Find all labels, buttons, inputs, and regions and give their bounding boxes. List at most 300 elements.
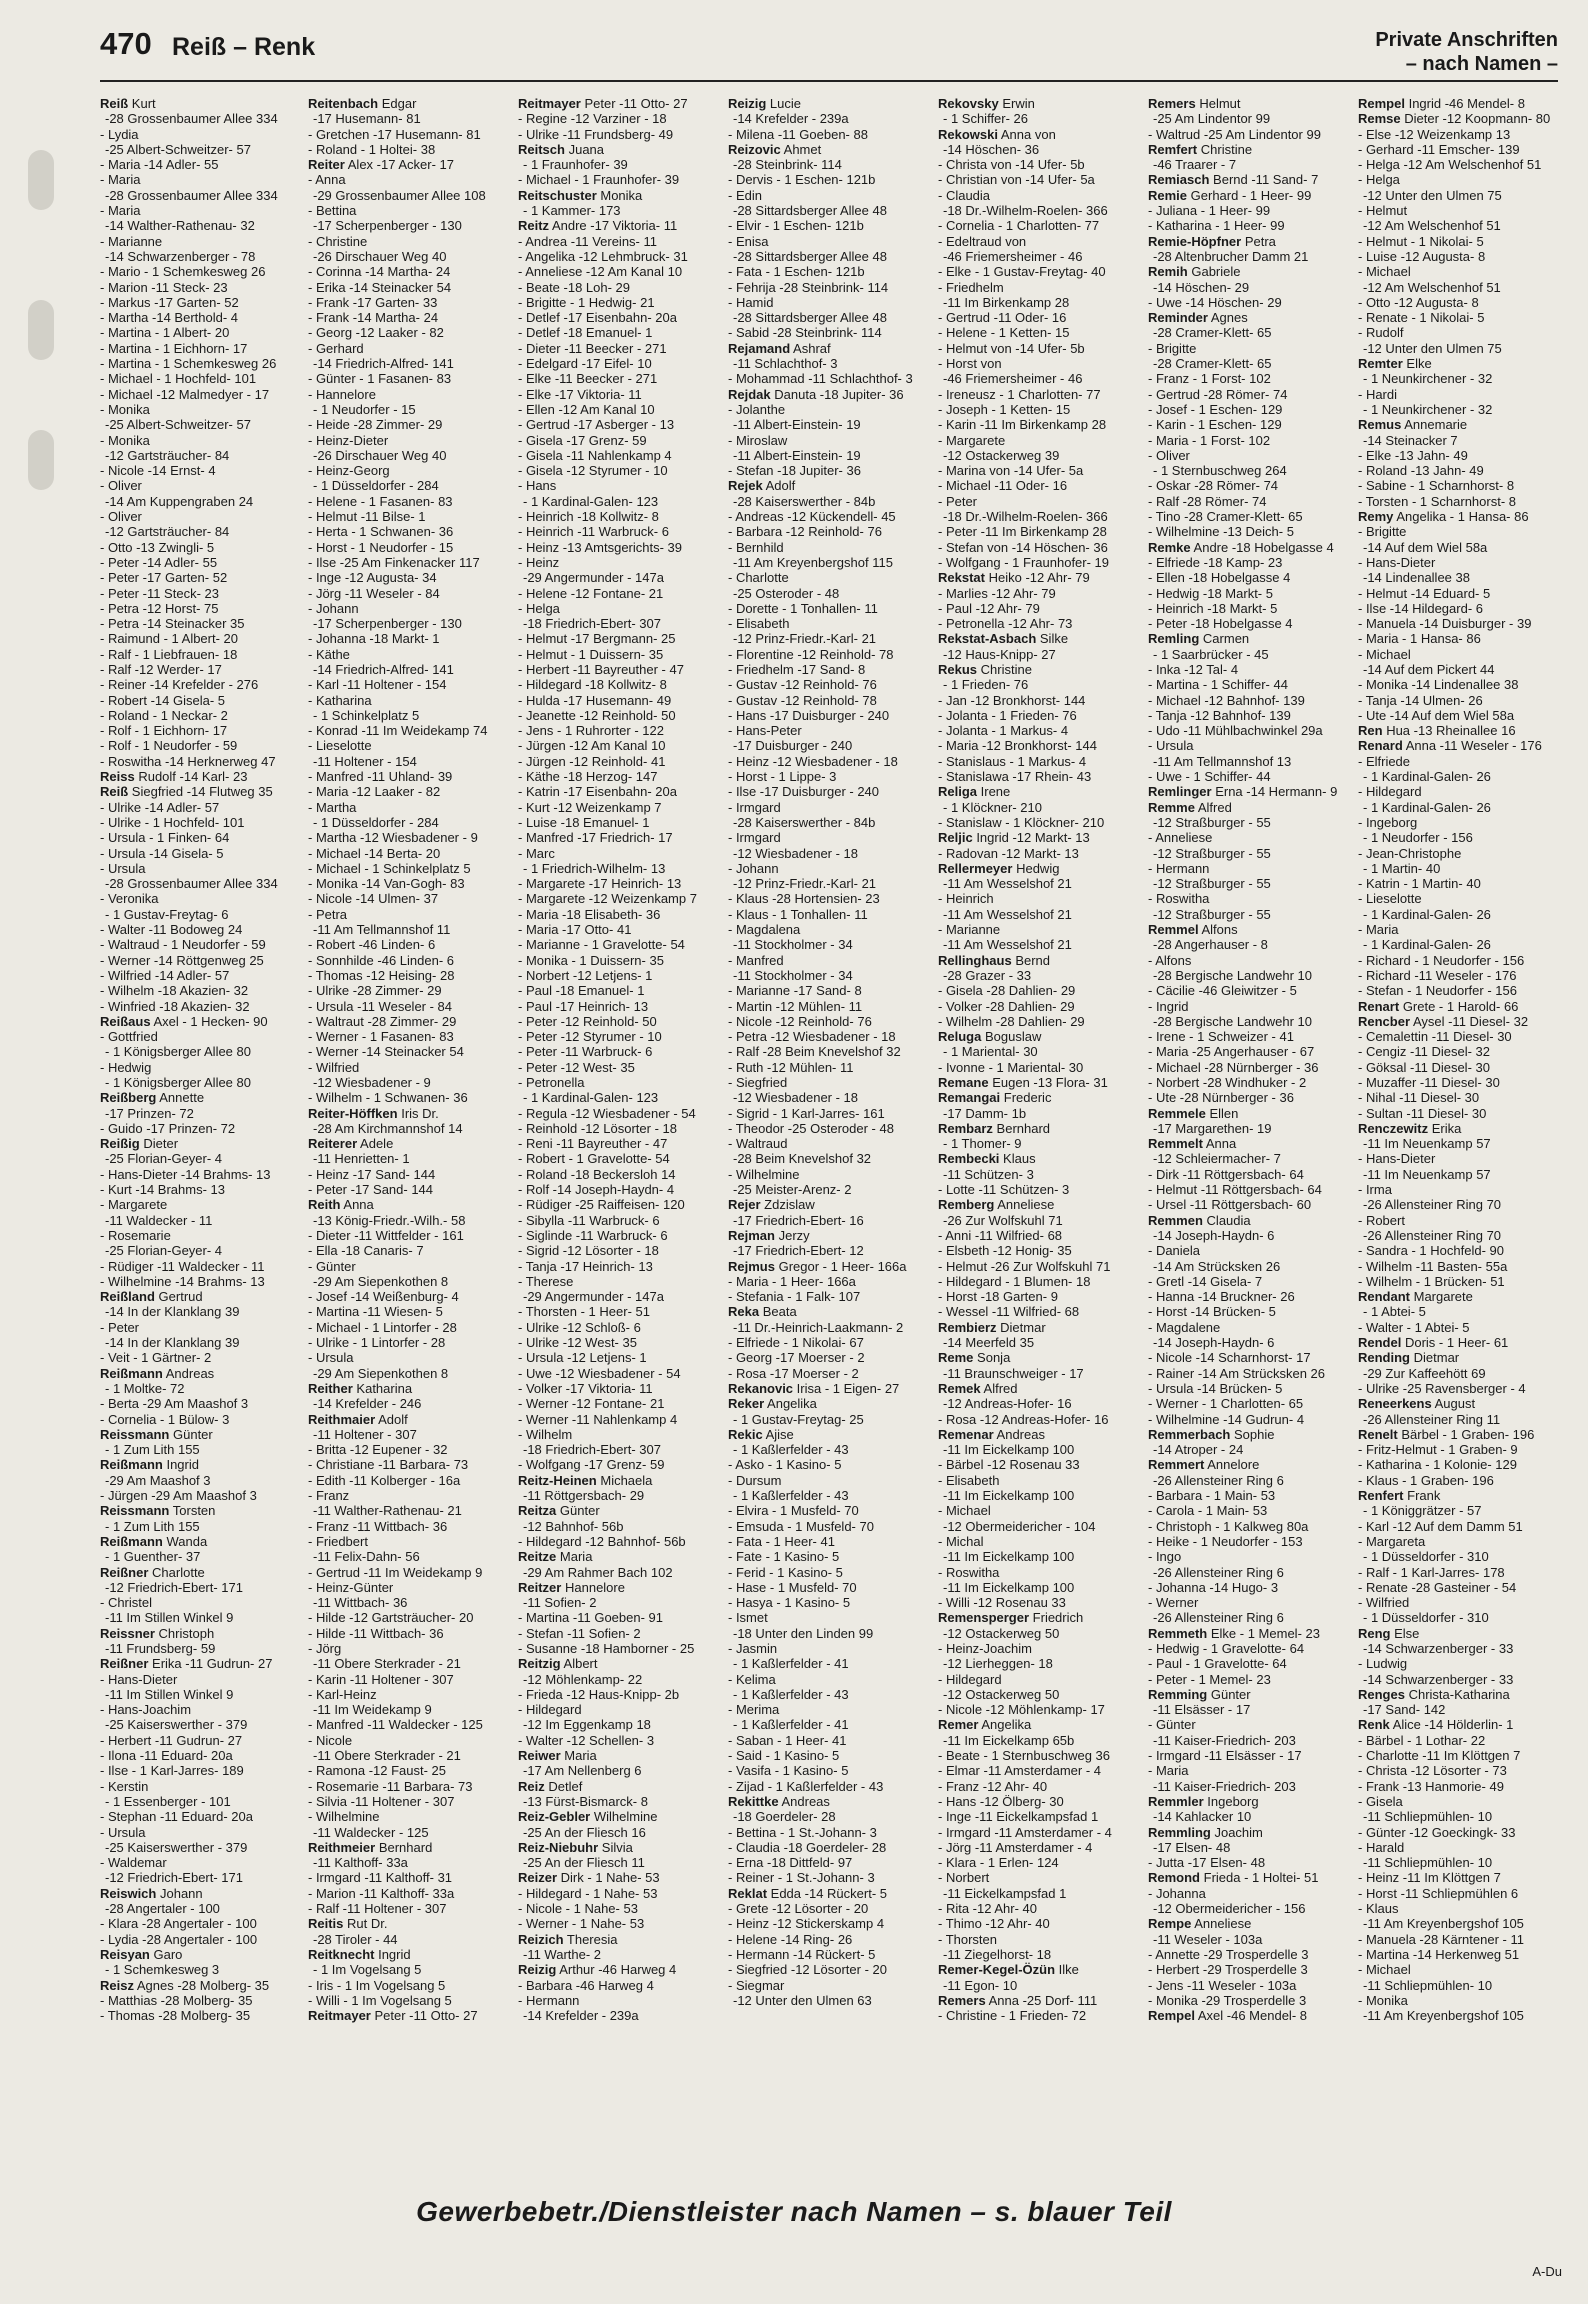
listing-line: - Angelika -12 Lehmbruck- 31: [518, 248, 688, 264]
entry-detail: Johann: [159, 1885, 203, 1901]
surname-entry: [728, 387, 933, 402]
listing-line: - Wilfried: [308, 1059, 360, 1075]
listing-line: - Karl-Heinz: [308, 1686, 377, 1702]
listing-line: - Maria -17 Otto- 41: [518, 922, 632, 938]
listing-line: - Sibylla -11 Warbruck- 6: [518, 1212, 660, 1228]
surname-entry: [518, 1549, 723, 1564]
listing-line: - Ludwig: [1358, 1656, 1408, 1672]
entry-detail: Annelore: [1207, 1457, 1260, 1473]
listing-line: - Inge -12 Augusta- 34: [308, 570, 437, 586]
listing-line: -28 Sittardsberger Allee 48: [733, 248, 887, 264]
listing-line: - Georg -12 Laaker - 82: [308, 325, 444, 341]
listing-line: - Irmgard -11 Elsässer - 17: [1148, 1748, 1302, 1764]
listing-line: - Markus -17 Garten- 52: [100, 294, 239, 310]
entry-detail: Edgar: [381, 96, 417, 111]
surname: Reiß: [100, 96, 129, 111]
listing-column-1: [100, 96, 305, 2186]
listing-line: - Käthe: [308, 646, 350, 662]
surname-entry: [518, 1580, 723, 1595]
listing-line: -11 Am Kreyenbergshof 105: [1363, 2008, 1524, 2024]
listing-line: - Oskar -28 Römer- 74: [1148, 478, 1279, 494]
listing-line: - Reinhold -12 Lösorter - 18: [518, 1120, 677, 1136]
listing-line: - Werner - 1 Charlotten- 65: [1148, 1396, 1304, 1412]
listing-line: - Lotte -11 Schützen- 3: [938, 1182, 1070, 1198]
listing-line: - Peter -11 Warbruck- 6: [518, 1044, 653, 1060]
listing-line: - Barbara - 1 Main- 53: [1148, 1488, 1276, 1504]
surname-entry: [518, 1840, 723, 1855]
listing-line: - Friedhelm: [938, 279, 1004, 295]
listing-line: -11 Am Tellmannshof 11: [313, 922, 451, 938]
entry-detail: Andreas: [165, 1365, 215, 1381]
listing-line: - Gisela: [1358, 1793, 1403, 1809]
entry-detail: Christine: [980, 661, 1032, 677]
listing-line: -11 Ziegelhorst- 18: [943, 1946, 1052, 1962]
listing-line: - Maria: [1358, 922, 1399, 938]
surname-entry: [1358, 1427, 1560, 1442]
listing-line: -11 Im Eickelkamp 65b: [943, 1732, 1075, 1748]
listing-line: - Irmgard: [728, 830, 781, 846]
listing-line: - Ellen -18 Hobelgasse 4: [1148, 570, 1291, 586]
surname-entry: [100, 1656, 305, 1671]
listing-line: -25 Kaiserswerther - 379: [105, 1839, 248, 1855]
surname-entry: [518, 218, 723, 233]
listing-line: - Hedwig: [100, 1059, 152, 1075]
listing-line: - Wilhelm -18 Akazien- 32: [100, 983, 249, 999]
listing-line: -28 Tiroler - 44: [313, 1931, 398, 1947]
listing-line: -11 Henrietten- 1: [313, 1151, 410, 1167]
surname-entry: [1148, 1825, 1353, 1840]
listing-line: - Mario - 1 Schemkesweg 26: [100, 264, 266, 280]
listing-line: - Tanja -12 Bahnhof- 139: [1148, 707, 1291, 723]
surname-entry: [1148, 1916, 1353, 1931]
entry-detail: Christoph: [158, 1625, 215, 1641]
listing-line: -14 Schwarzenberger - 33: [1363, 1640, 1514, 1656]
listing-line: - Hermann -14 Rückert- 5: [728, 1946, 876, 1962]
entry-detail: Ingrid: [378, 1946, 411, 1962]
entry-detail: Rudolf -14 Karl- 23: [138, 769, 248, 785]
surname: Reizig: [518, 1962, 557, 1978]
listing-line: - Jens - 1 Ruhrorter - 122: [518, 723, 664, 739]
listing-line: -11 Schlachthof- 3: [733, 356, 838, 372]
surname: Reljic: [938, 830, 973, 846]
entry-detail: Rut Dr.: [347, 1916, 388, 1932]
surname-entry: [1358, 417, 1560, 432]
listing-line: - Margarete: [938, 432, 1006, 448]
listing-line: -12 Obermeidericher - 104: [943, 1518, 1096, 1534]
surname-entry: [1148, 264, 1353, 279]
listing-line: - Beate -18 Loh- 29: [518, 279, 631, 295]
listing-line: -11 Im Weidekamp 9: [313, 1702, 432, 1718]
entry-detail: Juana: [568, 141, 605, 157]
listing-line: - 1 Fraunhofer- 39: [523, 157, 628, 173]
entry-detail: Bernd: [1015, 952, 1051, 968]
listing-line: - Martha -14 Berthold- 4: [100, 310, 239, 326]
listing-line: - 1 Düsseldorfer - 310: [1363, 1610, 1489, 1626]
listing-line: - Peter - 1 Memel- 23: [1148, 1671, 1271, 1687]
listing-line: - Helene -14 Ring- 26: [728, 1931, 853, 1947]
surname-entry: [938, 127, 1143, 142]
listing-line: - Mohammad -11 Schlachthof- 3: [728, 371, 913, 387]
listing-line: - Michal: [938, 1533, 984, 1549]
listing-line: - Petra -14 Steinacker 35: [100, 616, 245, 632]
surname-entry: [938, 1962, 1143, 1977]
listing-line: - Margarete: [100, 1197, 168, 1213]
entry-detail: Gertrud: [158, 1289, 203, 1305]
entry-detail: Petra: [1244, 233, 1276, 249]
listing-line: - Ivonne - 1 Mariental- 30: [938, 1059, 1084, 1075]
listing-line: - Irmgard -11 Kalthoff- 31: [308, 1870, 453, 1886]
listing-line: - Elke - 1 Gustav-Freytag- 40: [938, 264, 1106, 280]
listing-line: - 1 Mariental- 30: [943, 1044, 1038, 1060]
listing-line: - Jolanta - 1 Frieden- 76: [938, 707, 1077, 723]
listing-line: - Erika -14 Steinacker 54: [308, 279, 452, 295]
listing-line: -12 Unter den Ulmen 75: [1363, 187, 1502, 203]
listing-line: - Horst -11 Schliepmühlen 6: [1358, 1885, 1519, 1901]
listing-line: - Elfriede -18 Kamp- 23: [1148, 554, 1283, 570]
listing-line: -29 Angermunder - 147a: [523, 1289, 664, 1305]
listing-line: - Peter -12 West- 35: [518, 1059, 635, 1075]
entry-detail: Günter: [559, 1503, 600, 1519]
surname: Rekic: [728, 1426, 763, 1442]
listing-line: -14 Krefelder - 239a: [523, 2008, 639, 2024]
listing-line: - Charlotte -11 Im Klöttgen 7: [1358, 1748, 1521, 1764]
listing-line: -17 Damm- 1b: [943, 1105, 1027, 1121]
listing-line: -12 Unter den Ulmen 75: [1363, 340, 1502, 356]
listing-line: -12 Ostackerweg 39: [943, 447, 1060, 463]
listing-line: - Peter -17 Garten- 52: [100, 570, 228, 586]
listing-line: - Stanislaw - 1 Klöckner- 210: [938, 814, 1105, 830]
listing-line: - 1 Kardinal-Galen- 26: [1363, 799, 1491, 815]
entry-detail: Torsten: [172, 1503, 216, 1519]
listing-line: -11 Albert-Einstein- 19: [733, 417, 861, 433]
listing-line: - Marianne: [938, 922, 1001, 938]
entry-detail: Adolf: [378, 1411, 408, 1427]
listing-line: - Daniela: [1148, 1243, 1201, 1259]
listing-line: - Ulrike -12 West- 35: [518, 1335, 637, 1351]
listing-line: - Monika: [100, 401, 150, 417]
listing-line: - Gerhard -11 Emscher- 139: [1358, 141, 1520, 157]
surname: Rejamand: [728, 340, 791, 356]
surname: Rembecki: [938, 1151, 1000, 1167]
surname-entry: [100, 1947, 305, 1962]
listing-line: -14 Steinacker 7: [1363, 432, 1458, 448]
listing-line: - Karl -11 Holtener - 154: [308, 677, 447, 693]
listing-line: - Ilse -17 Duisburger - 240: [728, 784, 880, 800]
listing-line: -11 Waldecker - 125: [313, 1824, 429, 1840]
surname-entry: [308, 1106, 513, 1121]
listing-line: - Helga: [1358, 172, 1400, 188]
listing-line: - Oliver: [1148, 447, 1190, 463]
listing-line: - Heinz -11 Im Klöttgen 7: [1358, 1870, 1501, 1886]
listing-line: - Andreas -12 Kückendell- 45: [728, 509, 896, 525]
listing-line: - Christa von -14 Ufer- 5b: [938, 157, 1085, 173]
listing-line: - Friedhelm -17 Sand- 8: [728, 661, 866, 677]
listing-line: - Regula -12 Wiesbadener - 54: [518, 1105, 696, 1121]
listing-line: - Anna: [308, 172, 346, 188]
surname-entry: [1358, 1488, 1560, 1503]
surname: Reneerkens: [1358, 1396, 1432, 1412]
listing-line: - Ralf - 1 Liebfrauen- 18: [100, 646, 238, 662]
listing-line: -11 Im Neuenkamp 57: [1363, 1136, 1491, 1152]
listing-line: - Wilhelm -11 Basten- 55a: [1358, 1258, 1508, 1274]
listing-line: - Hedwig - 1 Gravelotte- 64: [1148, 1640, 1305, 1656]
listing-line: - Paul -18 Emanuel- 1: [518, 983, 645, 999]
listing-line: - Marion -11 Kalthoff- 33a: [308, 1885, 455, 1901]
surname-entry: [1358, 723, 1560, 738]
surname-entry: [518, 1503, 723, 1518]
listing-line: -11 Kalthoff- 33a: [313, 1855, 408, 1871]
entry-detail: Angelika: [981, 1717, 1032, 1733]
listing-line: - Peter: [100, 1319, 140, 1335]
surname-entry: [728, 1259, 933, 1274]
listing-line: -11 Schliepmühlen- 10: [1363, 1855, 1493, 1871]
surname: Reizich: [518, 1931, 564, 1947]
entry-detail: Dieter -12 Koopmann- 80: [1404, 111, 1551, 127]
listing-line: -14 Höschen- 36: [943, 141, 1040, 157]
listing-line: - 1 Kardinal-Galen- 26: [1363, 769, 1491, 785]
listing-line: -28 Steinbrink- 114: [733, 157, 842, 173]
listing-line: - Hilde -11 Wittbach- 36: [308, 1625, 444, 1641]
listing-line: -14 Friedrich-Alfred- 141: [313, 661, 454, 677]
surname-entry: [728, 1197, 933, 1212]
listing-line: -12 Straßburger - 55: [1153, 906, 1271, 922]
listing-line: - Bärbel -12 Rosenau 33: [938, 1457, 1080, 1473]
surname: Remse: [1358, 111, 1401, 127]
entry-detail: Peter -11 Otto- 27: [374, 2008, 478, 2024]
listing-line: - Wilhelmine -14 Brahms- 13: [100, 1273, 265, 1289]
listing-line: - Martha: [308, 799, 357, 815]
surname: Reißmann: [100, 1457, 163, 1473]
listing-line: - 1 Friedrich-Wilhelm- 13: [523, 860, 666, 876]
entry-detail: Klaus: [1003, 1151, 1036, 1167]
surname: Renart: [1358, 998, 1400, 1014]
listing-line: - Rosa -12 Andreas-Hofer- 16: [938, 1411, 1109, 1427]
listing-line: - Corinna -14 Martha- 24: [308, 264, 451, 280]
listing-line: -12 Ostackerweg 50: [943, 1625, 1060, 1641]
page-title: Reiß – Renk: [172, 33, 316, 61]
listing-line: -11 Warthe- 2: [523, 1946, 602, 1962]
listing-line: -26 Allensteiner Ring 11: [1363, 1411, 1501, 1427]
listing-line: - Hans: [518, 478, 557, 494]
listing-line: - Cengiz -11 Diesel- 32: [1358, 1044, 1490, 1060]
listing-line: - Bettina - 1 St.-Johann- 3: [728, 1824, 877, 1840]
listing-line: - 1 Kaßlerfelder - 41: [733, 1717, 849, 1733]
surname: Reitzig: [518, 1656, 561, 1672]
listing-line: -12 Wiesbadener - 18: [733, 1090, 859, 1106]
listing-line: -29 Am Siepenkothen 8: [313, 1365, 449, 1381]
surname-entry: [308, 1136, 513, 1151]
surname: Reitzer: [518, 1579, 562, 1595]
listing-line: -11 Dr.-Heinrich-Laakmann- 2: [733, 1319, 904, 1335]
listing-line: - Elsbeth -12 Honig- 35: [938, 1243, 1072, 1259]
listing-line: -11 Im Birkenkamp 28: [943, 294, 1070, 310]
listing-line: - Reiner -14 Krefelder - 276: [100, 677, 259, 693]
surname-entry: [308, 1840, 513, 1855]
listing-line: - Sultan -11 Diesel- 30: [1358, 1105, 1487, 1121]
surname: Rencber: [1358, 1013, 1411, 1029]
entry-detail: Dietmar: [1000, 1319, 1046, 1335]
surname-entry: [938, 830, 1143, 845]
listing-line: - Wilhelmine: [728, 1166, 800, 1182]
listing-line: - Said - 1 Kasino- 5: [728, 1748, 840, 1764]
listing-line: -12 Lierheggen- 18: [943, 1656, 1053, 1672]
surname-entry: [938, 1320, 1143, 1335]
surname: Reitmayer: [308, 2008, 371, 2024]
listing-line: - Inge -11 Eickelkampsfad 1: [938, 1809, 1099, 1825]
section-title: [1375, 28, 1558, 76]
surname: Reißner: [100, 1656, 149, 1672]
listing-line: -14 Am Strücksken 26: [1153, 1258, 1281, 1274]
entry-detail: Frederic: [1003, 1090, 1052, 1106]
listing-line: - Ralf -28 Römer- 74: [1148, 493, 1267, 509]
listing-line: - Heinrich: [938, 891, 994, 907]
listing-line: -11 Schliepmühlen- 10: [1363, 1809, 1493, 1825]
listing-line: -17 Prinzen- 72: [105, 1105, 194, 1121]
listing-line: -14 Schwarzenberger - 33: [1363, 1671, 1514, 1687]
listing-line: -29 Angermunder - 147a: [523, 570, 664, 586]
listing-line: - Tino -28 Cramer-Klett- 65: [1148, 509, 1303, 525]
listing-line: - Petronella: [518, 1075, 585, 1090]
listing-line: - Irmgard: [728, 799, 781, 815]
listing-line: -25 Florian-Geyer- 4: [105, 1243, 223, 1259]
listing-line: - Norbert: [938, 1870, 990, 1886]
surname: Rempel: [1358, 96, 1405, 111]
listing-line: - Heinrich -18 Kollwitz- 8: [518, 509, 659, 525]
listing-line: - 1 Schiffer- 26: [943, 111, 1029, 127]
surname: Reitz-Heinen: [518, 1472, 597, 1488]
surname: Religa: [938, 784, 978, 800]
surname-entry: [938, 1151, 1143, 1166]
listing-line: - 1 Thomer- 9: [943, 1136, 1022, 1152]
listing-line: - 1 Kaßlerfelder - 41: [733, 1656, 849, 1672]
entry-detail: Edda -14 Rückert- 5: [770, 1885, 887, 1901]
surname: Rembarz: [938, 1120, 993, 1136]
listing-line: -28 Bergische Landwehr 10: [1153, 1013, 1312, 1029]
entry-detail: Hannelore: [564, 1579, 625, 1595]
listing-line: -14 Lindenallee 38: [1363, 570, 1470, 586]
listing-line: - Wilfried: [1358, 1595, 1410, 1611]
listing-line: - Friedbert: [308, 1533, 368, 1549]
listing-line: - Werner: [1148, 1595, 1199, 1611]
entry-detail: Theresia: [566, 1931, 618, 1947]
listing-line: - Christel: [100, 1595, 153, 1611]
listing-line: - Ilse -25 Am Finkenacker 117: [308, 554, 480, 570]
entry-detail: Irene: [980, 784, 1011, 800]
entry-detail: Anna: [343, 1197, 374, 1213]
listing-line: - Heike - 1 Neudorfer - 153: [1148, 1533, 1303, 1549]
listing-line: -11 Am Wesselshof 21: [943, 876, 1072, 892]
listing-line: -29 Grossenbaumer Allee 108: [313, 187, 486, 203]
listing-line: - Stefan - 1 Neudorfer - 156: [1358, 983, 1517, 999]
surname-entry: [308, 96, 513, 111]
surname: Reitis: [308, 1916, 344, 1932]
listing-line: -11 Am Tellmannshof 13: [1153, 753, 1292, 769]
listing-line: - Irene - 1 Schweizer - 41: [1148, 1029, 1294, 1045]
listing-line: - Helene -12 Fontane- 21: [518, 585, 664, 601]
listing-line: - Asko - 1 Kasino- 5: [728, 1457, 842, 1473]
surname: Reißberg: [100, 1090, 157, 1106]
listing-line: - Michael - 1 Lintorfer - 28: [308, 1319, 457, 1335]
entry-detail: Gregor - 1 Heer- 166a: [778, 1258, 907, 1274]
listing-line: - Barbara -46 Harweg 4: [518, 1977, 654, 1993]
listing-line: - Konrad -11 Im Weidekamp 74: [308, 723, 488, 739]
listing-line: -11 Kaiser-Friedrich- 203: [1153, 1732, 1296, 1748]
listing-line: - Marianne -17 Sand- 8: [728, 983, 862, 999]
listing-line: -26 Allensteiner Ring 70: [1363, 1197, 1502, 1213]
listing-line: - Jean-Christophe: [1358, 845, 1462, 861]
listing-line: -14 Atroper - 24: [1153, 1442, 1244, 1458]
surname: Remke: [1148, 539, 1191, 555]
surname: Reitschuster: [518, 187, 597, 203]
listing-line: - Franz: [308, 1488, 350, 1504]
listing-line: - Peter -18 Hobelgasse 4: [1148, 616, 1293, 632]
listing-line: - Ursel -11 Röttgersbach- 60: [1148, 1197, 1312, 1213]
listing-line: - Rainer -14 Am Strücksken 26: [1148, 1365, 1326, 1381]
entry-detail: Andre -18 Hobelgasse 4: [1193, 539, 1334, 555]
surname: Reither: [308, 1380, 353, 1396]
listing-line: - Waltraut -28 Zimmer- 29: [308, 1013, 457, 1029]
surname: Renges: [1358, 1686, 1405, 1702]
listing-line: - Edeltraud von: [938, 233, 1027, 249]
surname: Remus: [1358, 417, 1402, 433]
listing-line: - Thimo -12 Ahr- 40: [938, 1916, 1050, 1932]
entry-detail: Grete - 1 Harold- 66: [1402, 998, 1519, 1014]
listing-line: -12 Möhlenkamp- 22: [523, 1671, 643, 1687]
listing-line: - Werner -14 Röttgenweg 25: [100, 952, 264, 968]
surname: Remih: [1148, 264, 1188, 280]
listing-line: - 1 Essenberger - 101: [105, 1793, 231, 1809]
listing-line: - Tanja -17 Heinrich- 13: [518, 1258, 653, 1274]
surname-entry: [518, 1473, 723, 1488]
listing-line: - Gisela -28 Dahlien- 29: [938, 983, 1076, 999]
surname-entry: [518, 1870, 723, 1885]
surname-entry: [1148, 1687, 1353, 1702]
listing-line: - Elisabeth: [938, 1472, 1000, 1488]
surname: Reminder: [1148, 310, 1208, 326]
listing-line: - Christine - 1 Frieden- 72: [938, 2008, 1087, 2024]
entry-detail: Ingrid: [166, 1457, 199, 1473]
surname-entry: [518, 1748, 723, 1763]
listing-line: - Johanna -14 Hugo- 3: [1148, 1579, 1279, 1595]
listing-line: -26 Allensteiner Ring 6: [1153, 1564, 1284, 1580]
listing-line: - Stefan von -14 Höschen- 36: [938, 539, 1108, 555]
surname-entry: [100, 1978, 305, 1993]
listing-line: - Barbara -12 Reinhold- 76: [728, 524, 882, 540]
surname: Reme: [938, 1350, 974, 1366]
listing-line: - 1 Königgrätzer - 57: [1363, 1503, 1482, 1519]
listing-line: - Michael: [1358, 1962, 1411, 1978]
listing-line: -46 Friemersheimer - 46: [943, 371, 1083, 387]
listing-line: -11 Im Stillen Winkel 9: [105, 1686, 234, 1702]
surname-entry: [518, 1962, 723, 1977]
listing-line: - Ursula -14 Gisela- 5: [100, 845, 224, 861]
listing-line: - Waldemar: [100, 1855, 167, 1871]
listing-line: - Stanislaus - 1 Markus- 4: [938, 753, 1087, 769]
surname: Remy: [1358, 509, 1394, 525]
entry-detail: Wanda: [166, 1533, 208, 1549]
listing-line: - Marion -11 Steck- 23: [100, 279, 228, 295]
listing-line: - Klaus - 1 Graben- 196: [1358, 1472, 1494, 1488]
listing-line: - Helmut: [1358, 203, 1408, 219]
listing-line: -28 Angerhauser - 8: [1153, 937, 1268, 953]
listing-line: - Jutta -17 Elsen- 48: [1148, 1855, 1266, 1871]
listing-line: -11 Obere Sterkrader - 21: [313, 1656, 461, 1672]
listing-line: - Veronika: [100, 891, 159, 907]
surname: Remek: [938, 1380, 981, 1396]
surname: Remling: [1148, 631, 1200, 647]
listing-line: - Ulrike -25 Ravensberger - 4: [1358, 1380, 1526, 1396]
surname-entry: [938, 631, 1143, 646]
